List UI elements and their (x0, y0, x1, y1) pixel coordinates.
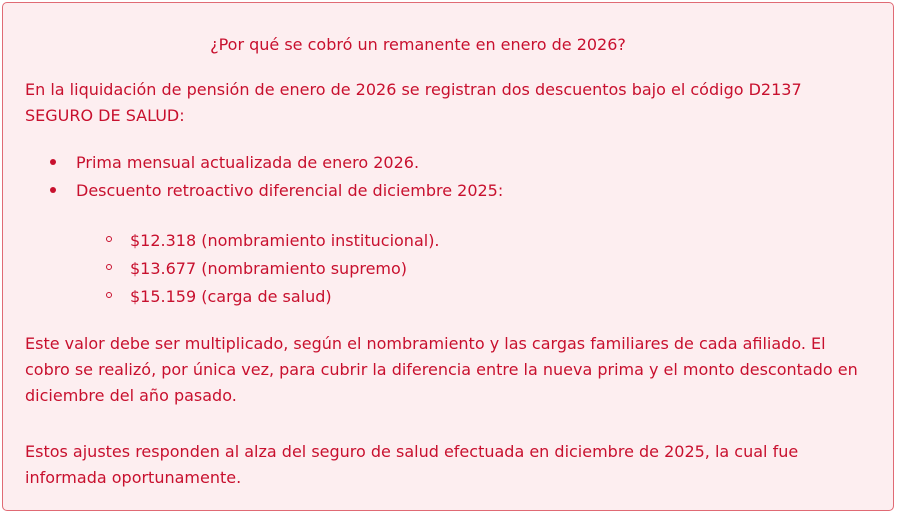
bullet-list (25, 150, 865, 206)
sub-list-item (106, 284, 440, 312)
closing-paragraph: Estos ajustes responden al alza del seguro de salud efectuada en diciembre de 2025, la cual fue informada oportunamente. (25, 442, 799, 487)
notice-title: ¿Por qué se cobró un remanente en enero de 2026? (210, 35, 626, 54)
sub-list-item-label: $12.318 (nombramiento institucional). (130, 231, 440, 250)
explanation-paragraph: Este valor debe ser multiplicado, según el nombramiento y las cargas familiares de cada afiliado. El cobro se realizó, por única vez, para cubrir la diferencia entre la nueva prima y el monto descontado en diciembre del año pasado. (25, 334, 858, 405)
sub-list-item-label: $13.677 (nombramiento supremo) (130, 259, 408, 278)
circle-bullet-icon (106, 236, 112, 242)
sub-bullet-list (106, 228, 440, 312)
list-item (25, 178, 865, 206)
sub-list-item-label: $15.159 (carga de salud) (130, 287, 332, 306)
list-item-label: Prima mensual actualizada de enero 2026. (76, 153, 420, 172)
circle-bullet-icon (106, 292, 112, 298)
bullet-icon (50, 187, 56, 193)
sub-list-item (106, 256, 440, 284)
circle-bullet-icon (106, 264, 112, 270)
notice-box (2, 2, 894, 511)
intro-paragraph: En la liquidación de pensión de enero de 2026 se registran dos descuentos bajo el código D2137 SEGURO DE SALUD: (25, 80, 802, 125)
list-item-label: Descuento retroactivo diferencial de diciembre 2025: (76, 181, 504, 200)
bullet-icon (50, 159, 56, 165)
sub-list-item (106, 228, 440, 256)
list-item (25, 150, 865, 178)
